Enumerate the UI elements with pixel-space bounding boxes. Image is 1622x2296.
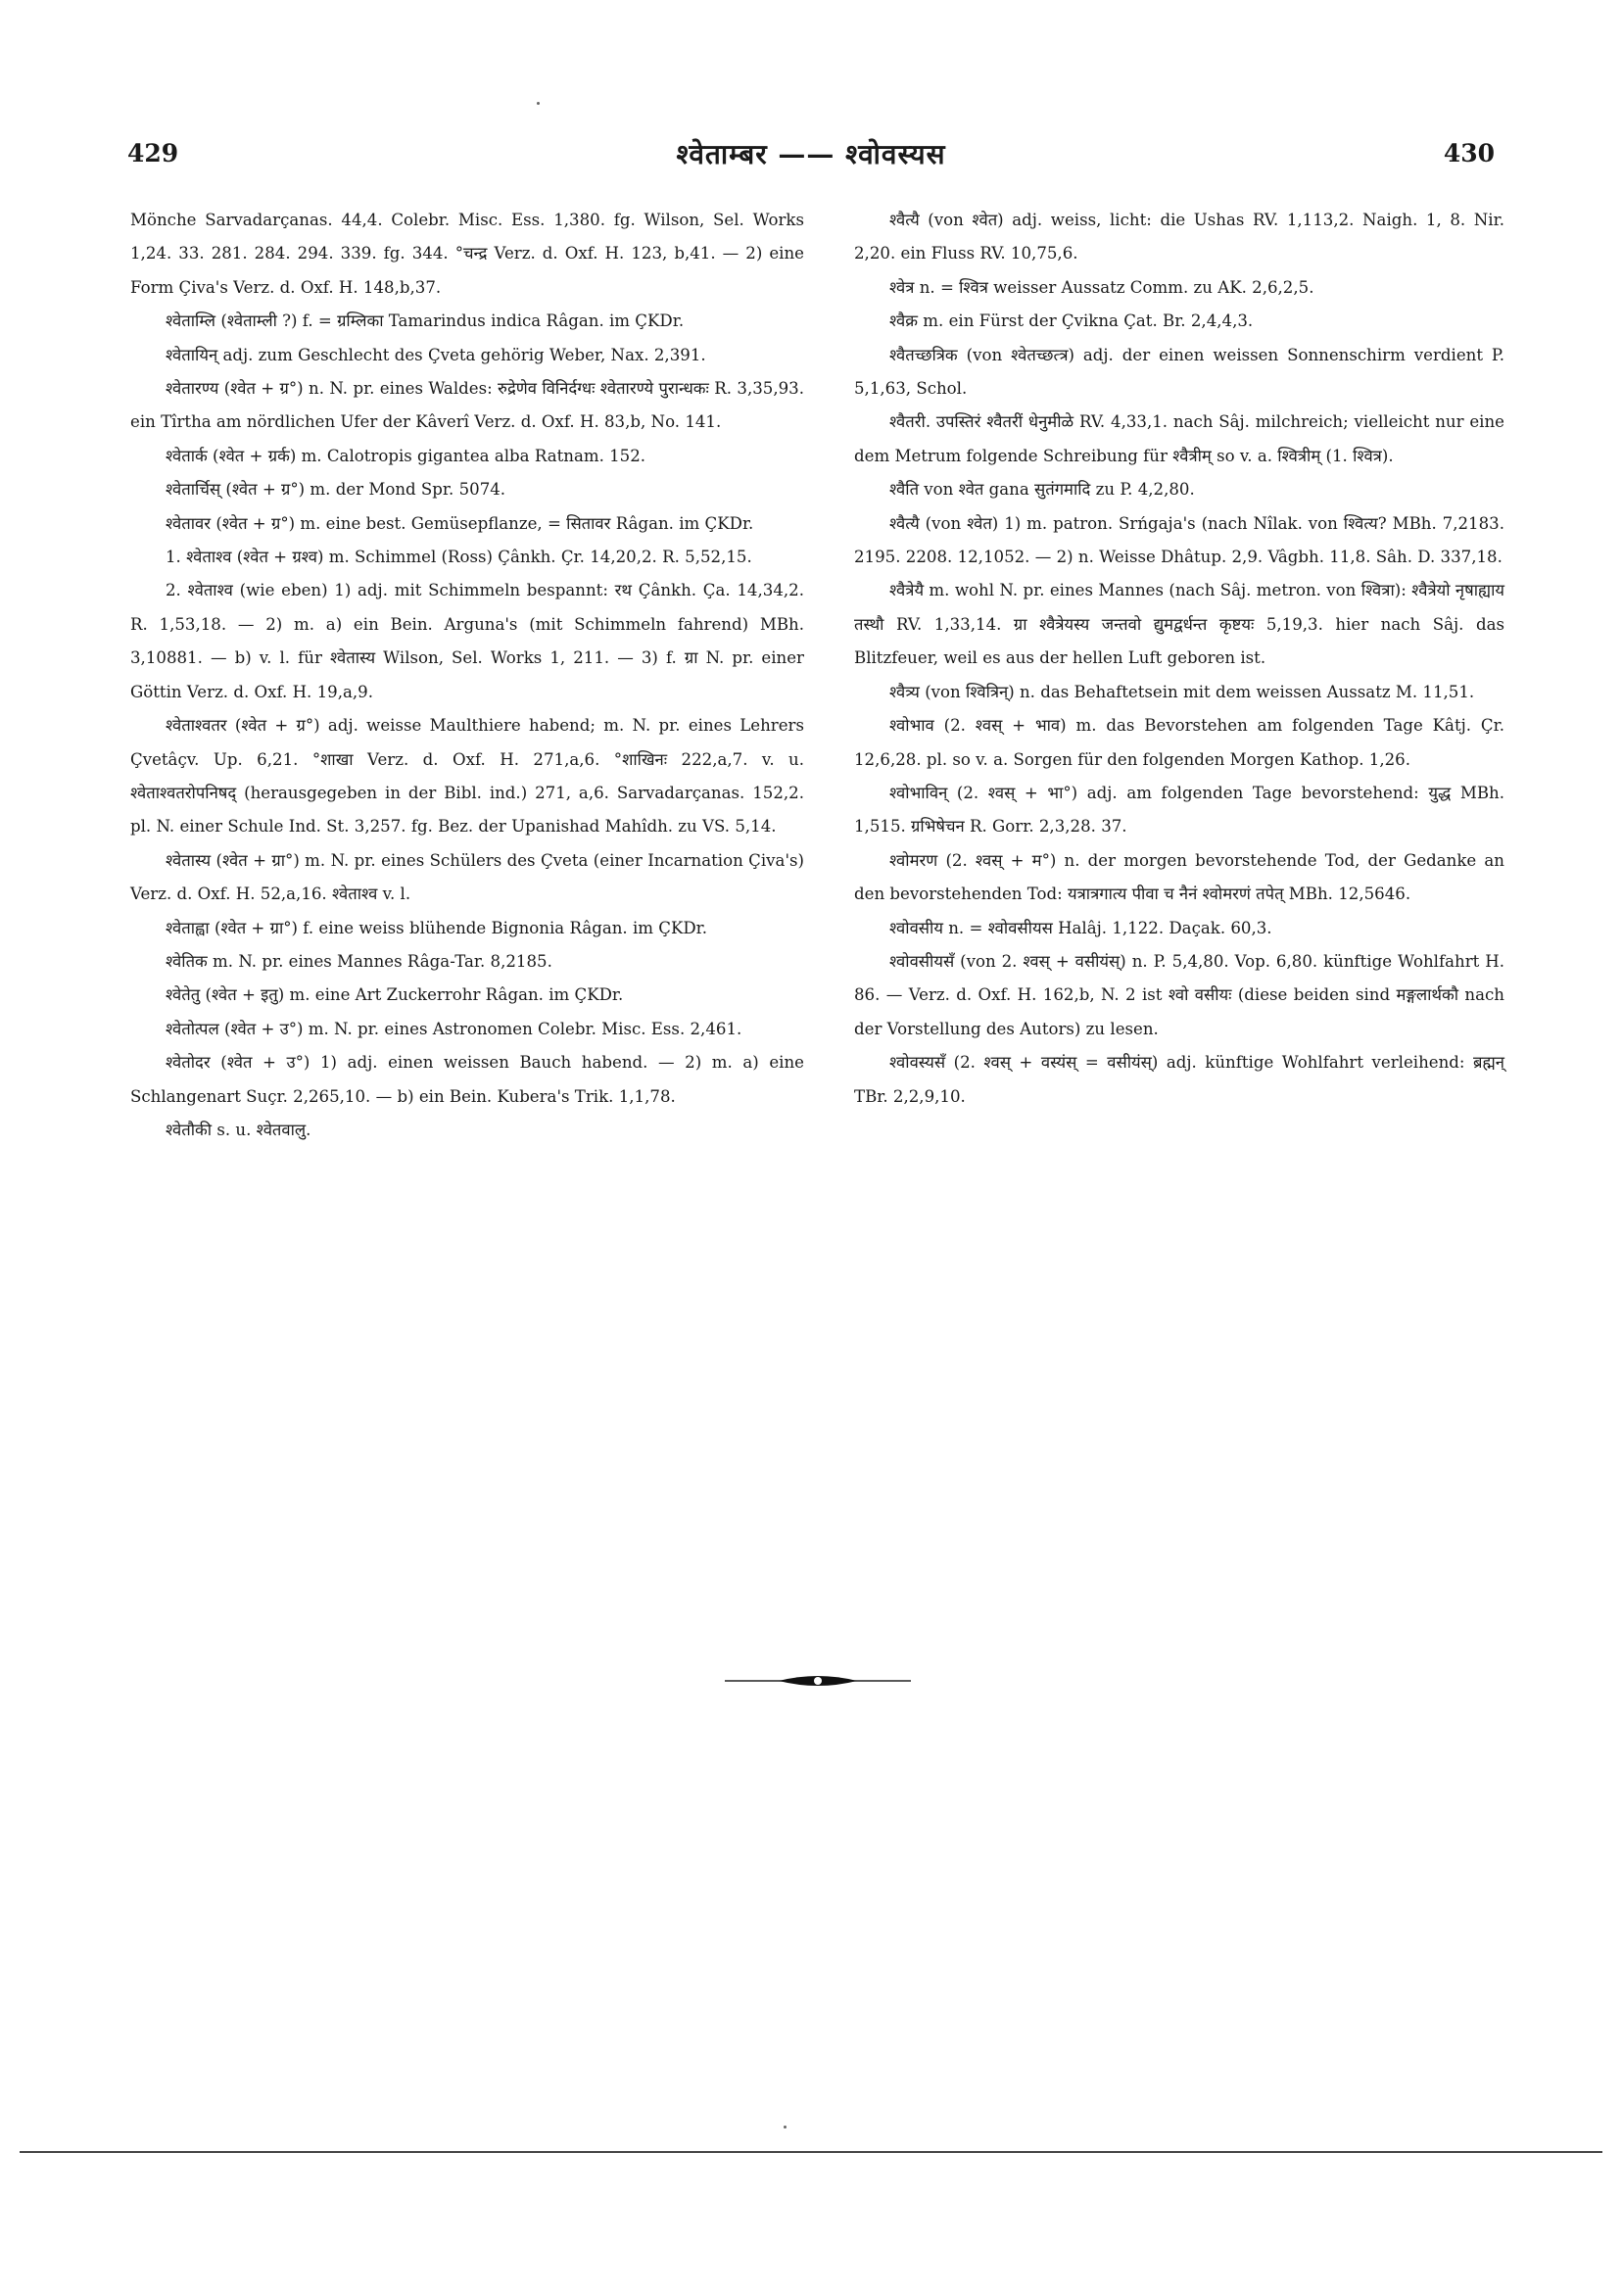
dictionary-entry: श्वेतावर (श्वेत + ग्र°) m. eine best. Gemüsepflanze, = सितावर Râgan. im ÇKDr. xyxy=(166,513,754,533)
dictionary-entry: श्वैक्र m. ein Fürst der Çvikna Çat. Br. 2,4,4,3. xyxy=(889,311,1254,331)
bottom-rule xyxy=(20,2151,1602,2153)
dictionary-entry: श्वेतोदर (श्वेत + उ°) 1) adj. einen weissen Bauch habend. — 2) m. a) eine Schlangenart Suçr. 2,265,10. — b) ein Bein. Kubera's Trik. 1,1,78. xyxy=(130,1053,804,1106)
dictionary-entry: श्वैत्यै (von श्वेत) 1) m. patron. Srńgaja's (nach Nîlak. von श्वित्य? MBh. 7,2183. 2195. 2208. 12,1052. — 2) n. Weisse Dhâtup. 2,9. Vâgbh. 11,8. Sâh. D. 337,18. xyxy=(854,513,1504,567)
dictionary-entry: श्वैति von श्वेत gana सुतंगमादि zu P. 4,2,80. xyxy=(889,480,1195,500)
dictionary-entry: 2. श्वेताश्व (wie eben) 1) adj. mit Schimmeln bespannt: रथ Çânkh. Ça. 14,34,2. R. 1,53,18. — 2) m. a) ein Bein. Arguna's (mit Schimmeln fahrend) MBh. 3,10881. — b) v. l. für श्वेतास्य Wilson, Sel. Works 1, 211. — 3) f. ग्रा N. pr. einer Göttin Verz. d. Oxf. H. 19,a,9. xyxy=(130,581,804,701)
dictionary-entry: श्वैत्रेयै m. wohl N. pr. eines Mannes (nach Sâj. metron. von श्वित्रा): श्वैत्रेयो नृषाह्याय तस्थौ RV. 1,33,14. ग्रा श्वैत्रेयस्य जन्तवो द्युमद्वर्धन्त कृष्टयः 5,19,3. hier nach Sâj. das Blitzfeuer, weil es aus der hellen Luft geboren ist. xyxy=(854,581,1504,668)
scan-speck xyxy=(537,102,540,105)
dictionary-entry: Mönche Sarvadarçanas. 44,4. Colebr. Misc. Ess. 1,380. fg. Wilson, Sel. Works 1,24. 33. 281. 284. 294. 339. fg. 344. °चन्द्र Verz. d. Oxf. H. 123, b,41. — 2) eine Form Çiva's Verz. d. Oxf. H. 148,b,37. xyxy=(130,211,804,297)
dictionary-entry: श्वोमरण (2. श्वस् + म°) n. der morgen bevorstehende Tod, der Gedanke an den bevorstehenden Tod: यत्रात्रगात्य पीवा च नैनं श्वोमरणं तपेत् MBh. 12,5646. xyxy=(854,850,1504,904)
dictionary-entry: श्वोवसीयसँ (von 2. श्वस् + वसीयंस्) n. P. 5,4,80. Vop. 6,80. künftige Wohlfahrt H. 86. — Verz. d. Oxf. H. 162,b, N. 2 ist श्वो वसीयः (diese beiden sind मङ्गलार्थकौ nach der Vorstellung des Autors) zu lesen. xyxy=(854,951,1504,1038)
dictionary-entry: श्वेताम्लि (श्वेताम्ली ?) f. = ग्रम्लिका Tamarindus indica Râgan. im ÇKDr. xyxy=(166,311,685,331)
end-ornament xyxy=(725,1669,911,1693)
dictionary-entry: श्वैतच्छत्रिक (von श्वेतच्छत्त्र) adj. der einen weissen Sonnenschirm verdient P. 5,1,63, Schol. xyxy=(854,345,1504,399)
right-column xyxy=(854,204,1504,1114)
dictionary-entry: श्वैत्यै (von श्वेत) adj. weiss, licht: die Ushas RV. 1,113,2. Naigh. 1, 8. Nir. 2,20. ein Fluss RV. 10,75,6. xyxy=(854,211,1504,263)
page-header xyxy=(127,135,1495,174)
dictionary-entry: श्वेताश्वतर (श्वेत + ग्र°) adj. weisse Maulthiere habend; m. N. pr. eines Lehrers Çvetâçv. Up. 6,21. °शाखा Verz. d. Oxf. H. 271,a,6. °शाखिनः 222,a,7. v. u. श्वेताश्वतरोपनिषद् (herausgegeben in der Bibl. ind.) 271, a,6. Sarvadarçanas. 152,2. pl. N. einer Schule Ind. St. 3,257. fg. Bez. der Upanishad Mahîdh. zu VS. 5,14. xyxy=(130,716,804,837)
dictionary-entry: 1. श्वेताश्व (श्वेत + ग्रश्व) m. Schimmel (Ross) Çânkh. Çr. 14,20,2. R. 5,52,15. xyxy=(166,548,752,567)
dictionary-entry: श्वैत्र्य (von श्वित्रिन्) n. das Behaftetsein mit dem weissen Aussatz M. 11,51. xyxy=(889,682,1475,701)
dictionary-entry: श्वोवस्यसँ (2. श्वस् + वस्यंस् = वसीयंस्) adj. künftige Wohlfahrt verleihend: ब्रह्मन् TBr. 2,2,9,10. xyxy=(854,1053,1504,1106)
dictionary-entry: श्वेतिक m. N. pr. eines Mannes Râga-Tar. 8,2185. xyxy=(166,951,552,971)
running-title: श्वेताम्बर —— श्वोवस्यस xyxy=(676,138,946,170)
dictionary-entry: श्वोभाव (2. श्वस् + भाव) m. das Bevorstehen am folgenden Tage Kâtj. Çr. 12,6,28. pl. so v. a. Sorgen für den folgenden Morgen Kathop. 1,26. xyxy=(854,716,1504,769)
dictionary-entry: श्वेत्र n. = श्वित्र weisser Aussatz Comm. zu AK. 2,6,2,5. xyxy=(889,277,1314,297)
dictionary-entry: श्वैतरी. उपस्तिरं श्वैतरीं धेनुमीळे RV. 4,33,1. nach Sâj. milchreich; vielleicht nur eine dem Metrum folgende Schreibung für श्वैत्रीम् so v. a. श्वित्रीम् (1. श्वित्र). xyxy=(854,412,1504,465)
dictionary-entry: श्वेतार्चिस् (श्वेत + ग्र°) m. der Mond Spr. 5074. xyxy=(166,480,506,500)
left-column xyxy=(130,204,804,1147)
dictionary-entry: श्वेतौकी s. u. श्वेतवालु. xyxy=(166,1120,311,1139)
dictionary-entry: श्वेतास्य (श्वेत + ग्रा°) m. N. pr. eines Schülers des Çveta (einer Incarnation Çiva's) Verz. d. Oxf. H. 52,a,16. श्वेताश्व v. l. xyxy=(130,850,804,904)
dictionary-entry: श्वेतार्क (श्वेत + ग्रर्क) m. Calotropis gigantea alba Ratnam. 152. xyxy=(166,446,646,465)
scan-speck xyxy=(784,2126,787,2129)
dictionary-entry: श्वेतोत्पल (श्वेत + उ°) m. N. pr. eines Astronomen Colebr. Misc. Ess. 2,461. xyxy=(166,1019,742,1038)
dictionary-entry: श्वोवसीय n. = श्वोवसीयस Halâj. 1,122. Daçak. 60,3. xyxy=(889,918,1272,937)
page-number-left: 429 xyxy=(127,139,179,167)
page-number-right: 430 xyxy=(1443,139,1495,167)
dictionary-entry: श्वोभाविन् (2. श्वस् + भा°) adj. am folgenden Tage bevorstehend: युद्ध MBh. 1,515. ग्रभिषेचन R. Gorr. 2,3,28. 37. xyxy=(854,783,1504,837)
dictionary-entry: श्वेतेतु (श्वेत + इतु) m. eine Art Zuckerrohr Râgan. im ÇKDr. xyxy=(166,985,624,1005)
dictionary-entry: श्वेतारण्य (श्वेत + ग्र°) n. N. pr. eines Waldes: रुद्रेणेव विनिर्दग्धः श्वेतारण्ये पुरान्धकः R. 3,35,93. ein Tîrtha am nördlichen Ufer der Kâverî Verz. d. Oxf. H. 83,b, No. 141. xyxy=(130,379,804,432)
dictionary-entry: श्वेतायिन् adj. zum Geschlecht des Çveta gehörig Weber, Nax. 2,391. xyxy=(166,345,706,364)
dictionary-entry: श्वेताह्वा (श्वेत + ग्रा°) f. eine weiss blühende Bignonia Râgan. im ÇKDr. xyxy=(166,918,708,937)
